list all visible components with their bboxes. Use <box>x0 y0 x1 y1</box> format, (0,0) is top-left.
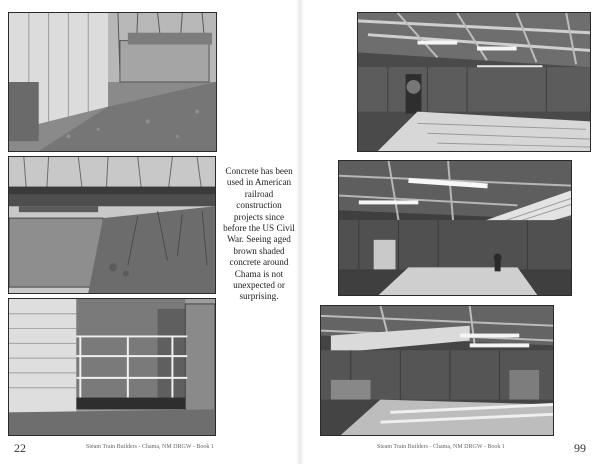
photo-concrete-retaining-wall <box>8 156 216 294</box>
photo-caption: Concrete has been used in American railroad construction projects since before the US Civil War. Seeing aged brown shaded concrete around Chama is not unexpected or surprising. <box>223 166 295 302</box>
photo-workshop-interior-with-sign <box>357 12 591 152</box>
photo-lumber-storage-overhead <box>338 160 572 296</box>
book-gutter <box>296 0 304 464</box>
left-page-number: 22 <box>14 441 26 455</box>
photo-workshop-with-saws <box>320 305 554 436</box>
right-page-number: 99 <box>574 441 586 455</box>
photo-concrete-enclosure-with-railing <box>8 298 216 436</box>
photo-foundation-wall-by-shed <box>8 12 217 152</box>
right-running-footer: Steam Train Builders - Chama, NM DRGW - Book 1 <box>377 444 505 450</box>
left-running-footer: Steam Train Builders - Chama, NM DRGW - Book 1 <box>86 444 214 450</box>
